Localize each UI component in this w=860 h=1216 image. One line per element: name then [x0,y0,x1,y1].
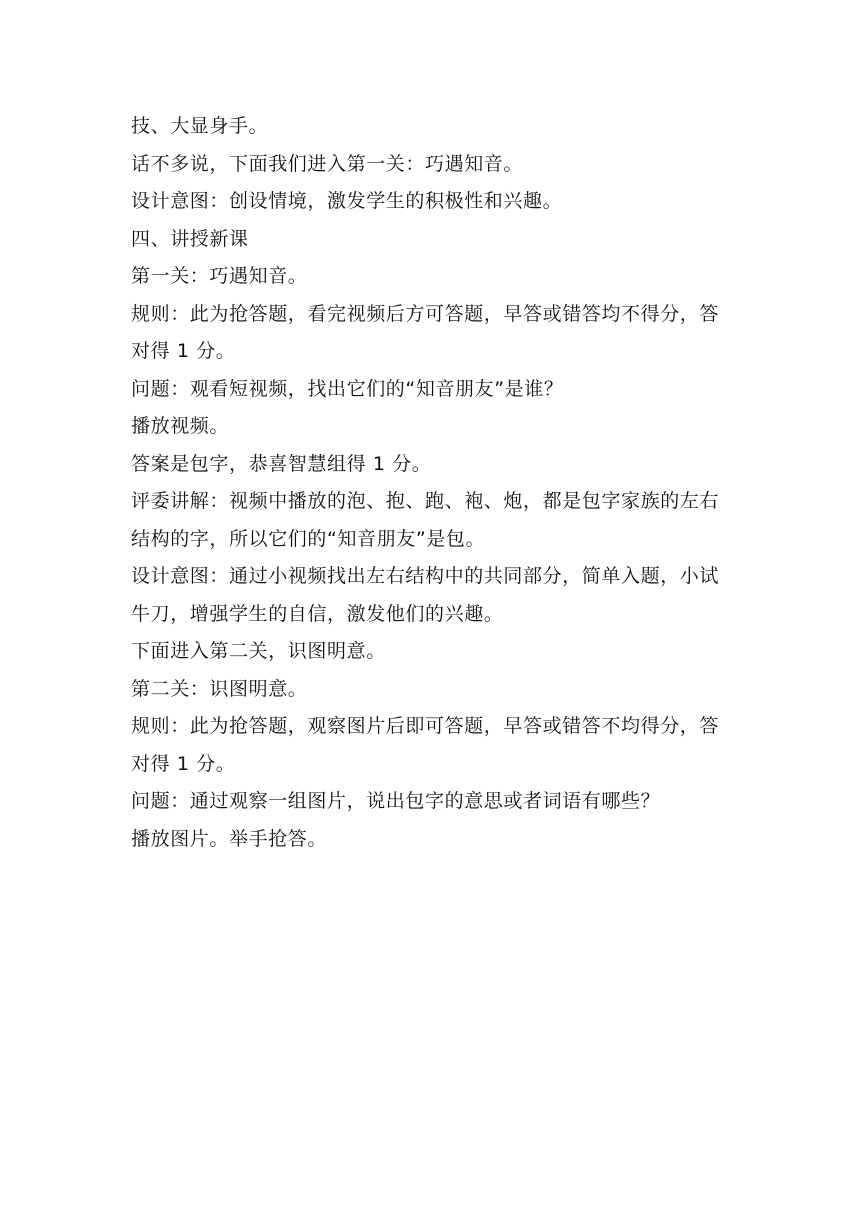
text-line: 答案是包字，恭喜智慧组得 1 分。 [131,452,432,475]
text-line: 对得 1 分。 [131,752,236,775]
text-line: 设计意图：创设情境，激发学生的积极性和兴趣。 [131,190,563,212]
text-line: 下面进入第二关，识图明意。 [131,640,386,662]
text-line: 规则：此为抢答题，看完视频后方可答题，早答或错答均不得分，答 [131,302,720,325]
text-line: 规则：此为抢答题，观察图片后即可答题，早答或错答不均得分，答 [131,715,720,737]
text-line: 设计意图：通过小视频找出左右结构中的共同部分，简单入题，小试 [131,565,720,587]
text-line: 播放视频。 [131,415,230,437]
text-line: 播放图片。举手抢答。 [131,827,328,850]
text-line: 话不多说，下面我们进入第一关：巧遇知音。 [131,152,524,175]
section-heading: 四、讲授新课 [131,227,249,250]
text-line: 结构的字，所以它们的“知音朋友”是包。 [131,527,486,550]
text-line: 技、大显身手。 [131,115,269,137]
document-body [131,108,735,858]
text-line: 第一关：巧遇知音。 [131,265,308,287]
text-line: 第二关：识图明意。 [131,677,308,700]
text-line: 评委讲解：视频中播放的泡、抱、跑、袍、炮，都是包字家族的左右 [131,490,720,512]
text-line: 问题：通过观察一组图片，说出包字的意思或者词语有哪些？ [131,790,661,812]
text-line: 牛刀，增强学生的自信，激发他们的兴趣。 [131,602,504,625]
text-line: 对得 1 分。 [131,340,236,362]
text-line: 问题：观看短视频，找出它们的“知音朋友”是谁？ [131,377,564,400]
